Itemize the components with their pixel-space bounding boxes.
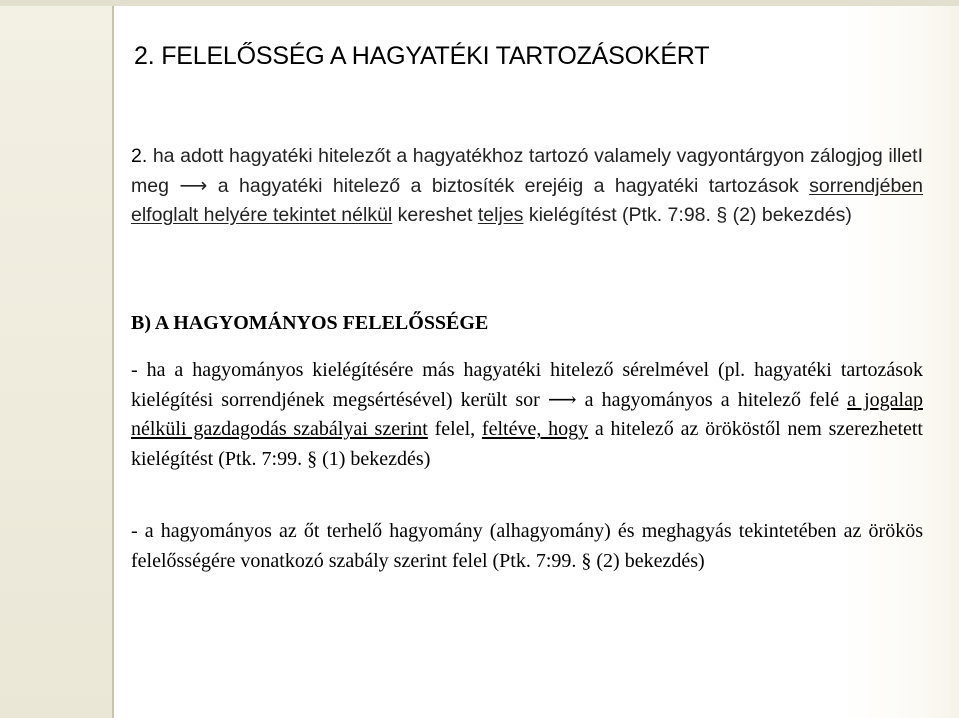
point-2-text-3: kielégítést (Ptk. 7:98. § (2) bekezdés) bbox=[523, 204, 852, 226]
bullet-1-text-3: a hitelező az örököstől nem szerezhetett kielégítést (Ptk. 7:99. § (1) bekezdés) bbox=[131, 418, 923, 470]
bullet-1-underlined-1: a jogalap nélküli gazdagodás szabályai szerint bbox=[131, 388, 923, 440]
bullet-1-underlined-2: feltéve, hogy bbox=[481, 418, 589, 440]
section-heading: B) A HAGYOMÁNYOS FELELŐSSÉGE bbox=[131, 312, 489, 334]
bullet-1-text-1: - ha a hagyományos kielégítésére más hagyatéki hitelező sérelmével (pl. hagyatéki tartozások kielégítési sorrendjének megsértésével) került sor ⟶ a hagyományos a hitelező felé bbox=[131, 359, 923, 411]
point-number: 2. bbox=[131, 145, 148, 167]
point-2-paragraph bbox=[131, 142, 923, 231]
bullet-2-paragraph: - a hagyományos az őt terhelő hagyomány (alhagyomány) és meghagyás tekintetében az örökös felelősségére vonatkozó szabály szerint felel (Ptk. 7:99. § (2) bekezdés) bbox=[131, 520, 923, 572]
bullet-1-paragraph bbox=[131, 356, 923, 474]
slide-title: 2. FELELŐSSÉG A HAGYATÉKI TARTOZÁSOKÉRT bbox=[134, 42, 710, 70]
point-2-underlined-2: teljes bbox=[477, 204, 524, 226]
bullet-1-text-2: felel, bbox=[427, 418, 482, 440]
point-2-text-2: kereshet bbox=[392, 204, 478, 226]
top-decor-bar bbox=[0, 0, 959, 6]
left-decor-rule bbox=[112, 6, 114, 718]
left-decor-panel bbox=[0, 6, 112, 718]
point-2-text-1: ha adott hagyatéki hitelezőt a hagyatékhoz tartozó valamely vagyontárgyon zálogjog illetI meg ⟶ a hagyatéki hitelező a biztosíték erejéig a hagyatéki tartozások bbox=[131, 145, 923, 197]
point-2-underlined-1: sorrendjében elfoglalt helyére tekintet nélkül bbox=[131, 174, 923, 226]
